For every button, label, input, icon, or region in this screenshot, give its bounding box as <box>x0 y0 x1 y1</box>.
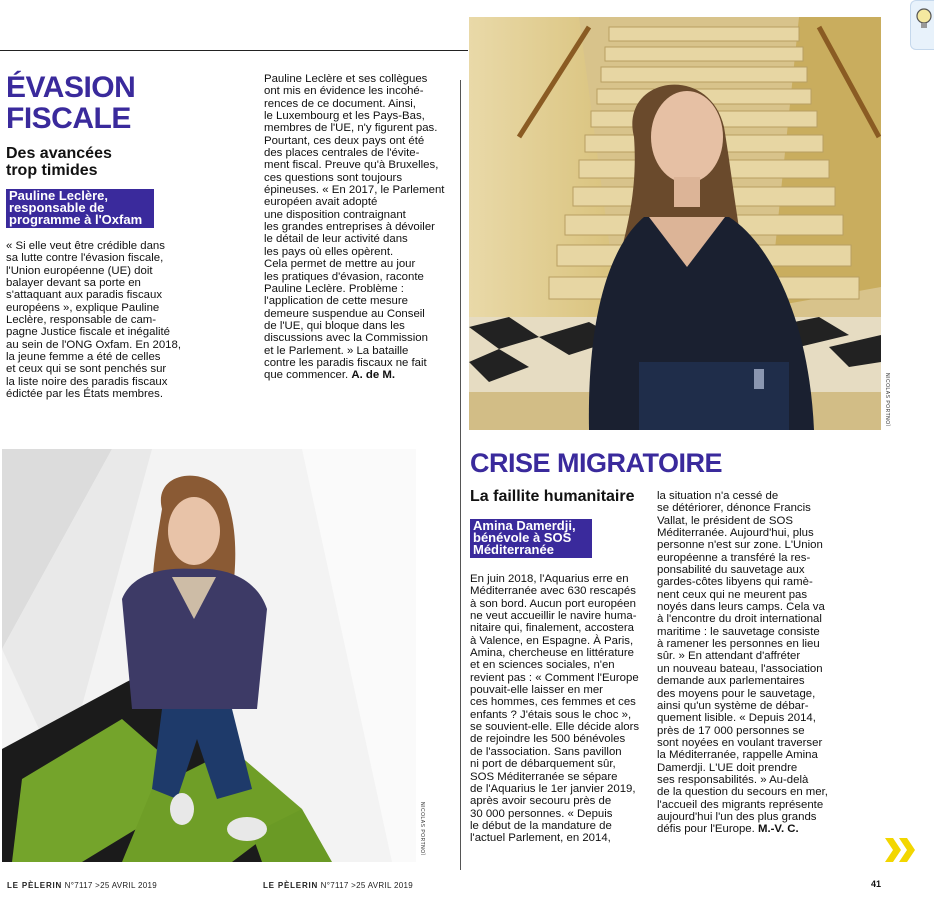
text-line: aujourd'hui l'un des plus grands <box>657 810 817 823</box>
evasion-deck: Des avancées trop timides <box>6 145 112 179</box>
footer-issue: N°7117 >25 AVRIL 2019 <box>320 881 413 890</box>
signature: A. de M. <box>351 369 396 382</box>
text-line: pouvait-elle laisser en mer <box>470 684 603 697</box>
text-line: Amina, chercheuse en littérature <box>470 647 634 660</box>
text-line: ne veut accueillir le navire huma- <box>470 610 637 623</box>
footer-brand: LE PÈLERIN <box>7 881 63 890</box>
text-line: à ramener les personnes en lieu <box>657 638 820 651</box>
text-line: se détériorer, dénonce Francis <box>657 502 811 515</box>
text-line: européenne a transféré la res- <box>657 551 811 564</box>
text-line: à l'encontre du droit international <box>657 613 822 626</box>
text-line: Vallat, le président de SOS <box>657 514 793 527</box>
text-line: personne n'est sur zone. L'Union <box>657 539 823 552</box>
text-line: après avoir secouru près de <box>470 795 612 808</box>
text-line: les pays où elles opèrent. <box>264 245 394 258</box>
text-line: de l'association. Sans pavillon <box>470 745 622 758</box>
photo-credit-2: NICOLAS PORTNOÏ <box>419 802 425 856</box>
text-line: ces questions sont toujours <box>264 171 403 184</box>
text-line: Leclère, responsable de cam- <box>6 314 157 327</box>
text-line: ment fiscal. Preuve qu'à Bruxelles, <box>264 159 439 172</box>
text-line: de l'Aquarius le 1er janvier 2019, <box>470 782 636 795</box>
text-line: la Méditerranée, rappelle Amina <box>657 749 818 762</box>
text-line: et ceux qui se sont penchés sur <box>6 363 167 376</box>
column-divider <box>460 80 461 870</box>
text-line: de rejoindre les 500 bénévoles <box>470 733 626 746</box>
text-line: les grandes entreprises à dévoiler <box>264 221 435 234</box>
evasion-column-1 <box>6 240 194 400</box>
text-line: Pourtant, ces deux pays ont été <box>264 134 425 147</box>
crise-column-1 <box>470 573 646 845</box>
text-line: sa lutte contre l'évasion fiscale, <box>6 252 164 265</box>
text-line: épineuses. « En 2017, le Parlement <box>264 184 445 197</box>
text-line: l'Union européenne (UE) doit <box>6 264 153 277</box>
text-line: sûr. » En attendant d'affréter <box>657 650 801 663</box>
text-line: sont noyées en voulant traverser <box>657 736 823 749</box>
text-line: un nouveau bateau, l'association <box>657 662 823 675</box>
text-line: noyés dans leurs camps. Cela va <box>657 601 825 614</box>
text-line: édictée par les États membres. <box>6 388 164 401</box>
text-line: les pratiques d'évasion, raconte <box>264 270 424 283</box>
text-line: la liste noire des paradis fiscaux <box>6 375 168 388</box>
text-line: gardes-côtes libyens qui ramè- <box>657 576 813 589</box>
top-rule <box>0 50 468 51</box>
crise-column-2 <box>657 490 834 836</box>
text-line: Damerdji. L'UE doit prendre <box>657 761 798 774</box>
text-line: des moyens pour le sauvetage, <box>657 687 816 700</box>
text-line: de l'UE, qui bloque dans les <box>264 319 405 332</box>
text-line: des places centrales de l'évite- <box>264 147 420 160</box>
text-line: enfants ? J'étais sous le choc », <box>470 708 632 721</box>
text-line: membres de l'UE, n'y figurent pas. <box>264 122 438 135</box>
text-line: européen avait adopté <box>264 196 378 209</box>
text-line: ni port de débarquement sûr, <box>470 758 616 771</box>
text-line: l'accueil des migrants représente <box>657 798 824 811</box>
text-line: à son bord. Aucun port européen <box>470 597 636 610</box>
evasion-column-2 <box>264 73 452 382</box>
text-line: la situation n'a cessé de <box>657 490 779 502</box>
pauline-leclere-label: Pauline Leclère, responsable de programme à l'Oxfam <box>6 189 154 228</box>
text-line: maritime : le sauvetage consiste <box>657 625 820 638</box>
text-line: le début de la mandature de <box>470 819 612 832</box>
footer-middle <box>263 881 413 890</box>
text-line: demeure suspendue au Conseil <box>264 307 425 320</box>
footer-issue: N°7117 >25 AVRIL 2019 <box>64 881 157 890</box>
text-line: Pauline Leclère et ses collègues <box>264 73 428 85</box>
text-line: nitaire qui, finalement, accostera <box>470 622 634 635</box>
text-line: et en sciences sociales, n'en <box>470 659 615 672</box>
headline-line-1: ÉVASION <box>6 71 136 104</box>
pauline-leclere-photo <box>2 449 416 862</box>
text-line: Cela permet de mettre au jour <box>264 258 416 271</box>
amina-damerdji-photo <box>469 17 881 430</box>
text-line: Pauline Leclère. Problème : <box>264 282 404 295</box>
text-line: ces hommes, ces femmes et ces <box>470 696 636 709</box>
text-line: la jeune femme a été de celles <box>6 351 161 364</box>
text-line: une disposition contraignant <box>264 208 406 221</box>
text-line: rences de ce document. Ainsi, <box>264 97 416 110</box>
text-line: ainsi qu'un système de débar- <box>657 699 809 712</box>
photo-credit-1: NICOLAS PORTNOÏ <box>884 373 890 427</box>
text-line: demande aux parlementaires <box>657 675 805 688</box>
text-line: quement lisible. « Depuis 2014, <box>657 712 816 725</box>
next-page-chevron-icon[interactable] <box>885 838 917 862</box>
footer-left <box>7 881 157 890</box>
text-line: européens », explique Pauline <box>6 301 160 314</box>
text-line: de la question du secours en mer, <box>657 786 828 799</box>
text-line: pagne Justice fiscale et inégalité <box>6 326 171 339</box>
text-line: SOS Méditerranée se sépare <box>470 770 618 783</box>
signature: M.-V. C. <box>757 823 799 836</box>
text-line: Méditerranée. Aujourd'hui, plus <box>657 527 814 540</box>
tip-panel[interactable] <box>910 0 934 50</box>
text-line: En juin 2018, l'Aquarius erre en <box>470 573 629 585</box>
footer-brand: LE PÈLERIN <box>263 881 319 890</box>
text-line: le Luxembourg et les Pays-Bas, <box>264 110 425 123</box>
text-line: Méditerranée avec 630 rescapés <box>470 585 636 598</box>
text-line: près de 17 000 personnes se <box>657 724 805 737</box>
text-line: ont mis en évidence les incohé- <box>264 85 424 98</box>
text-line: « Si elle veut être crédible dans <box>6 240 165 252</box>
evasion-fiscale-headline <box>6 72 135 134</box>
lightbulb-icon <box>913 5 934 35</box>
text-line: ses responsabilités. » Au-delà <box>657 773 809 786</box>
text-line: l'application de cette mesure <box>264 295 409 308</box>
text-line: contre les paradis fiscaux ne fait <box>264 356 427 369</box>
text-line: discussions avec la Commission <box>264 332 428 345</box>
crise-migratoire-headline: CRISE MIGRATOIRE <box>470 448 723 478</box>
page-number: 41 <box>871 879 882 889</box>
text-line: se souvient-elle. Elle décide alors <box>470 721 640 734</box>
text-line: défis pour l'Europe. M.-V. C. <box>657 823 799 836</box>
text-line: 30 000 personnes. « Depuis <box>470 807 613 820</box>
text-line: nent ceux qui ne meurent pas <box>657 588 808 601</box>
text-line: revient pas : « Comment l'Europe <box>470 671 639 684</box>
text-line: ponsabilité du sauvetage aux <box>657 564 805 577</box>
amina-damerdji-label: Amina Damerdji, bénévole à SOS Méditerranée <box>470 519 592 558</box>
text-line: le détail de leur activité dans <box>264 233 408 246</box>
text-line: à Valence, en Espagne. À Paris, <box>470 634 634 647</box>
text-line: s'attaquant aux paradis fiscaux <box>6 289 163 302</box>
crise-deck: La faillite humanitaire <box>470 488 635 505</box>
text-line: l'actuel Parlement, en 2014, <box>470 832 611 845</box>
headline-line-2: FISCALE <box>6 102 131 135</box>
text-line: que commencer. A. de M. <box>264 369 396 382</box>
text-line: et le Parlement. » La bataille <box>264 344 409 357</box>
text-line: balayer devant sa porte en <box>6 277 141 290</box>
text-line: au sein de l'ONG Oxfam. En 2018, <box>6 338 182 351</box>
